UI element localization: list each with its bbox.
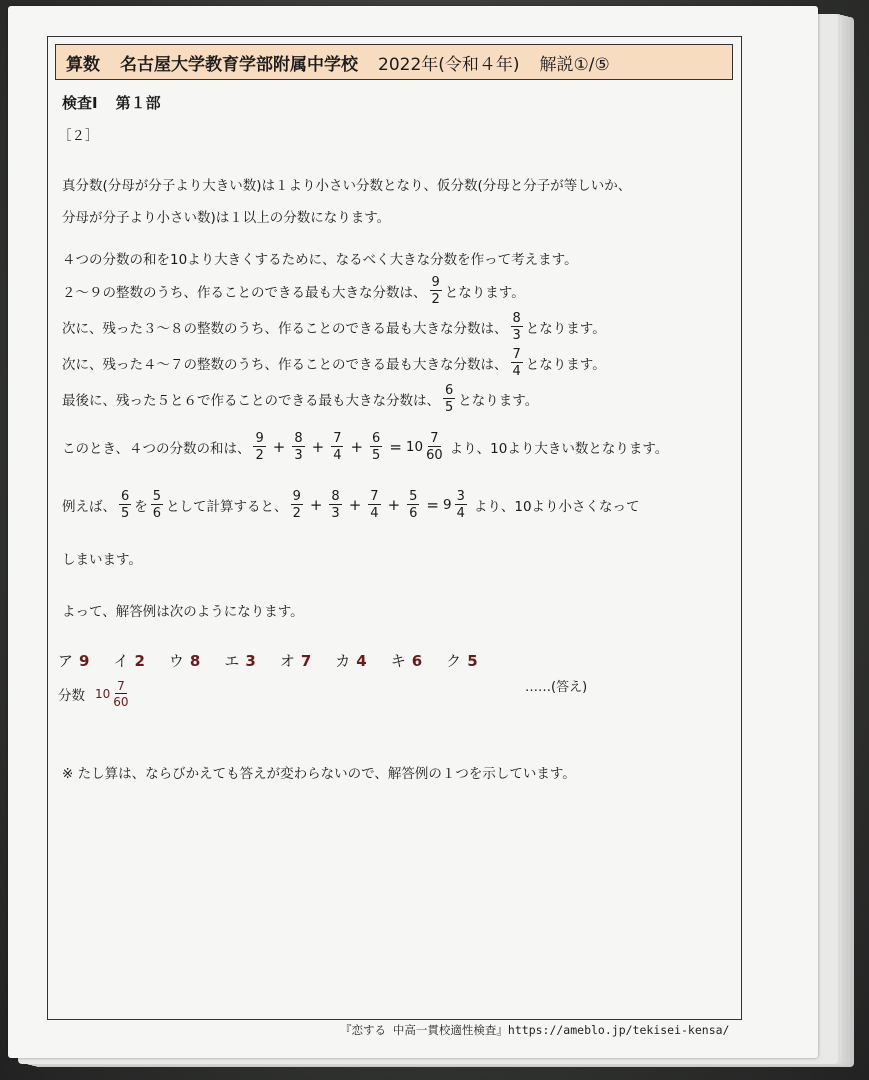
denominator: 60 [426, 448, 443, 463]
text: より、10より大きい数となります。 [449, 441, 669, 457]
text: 次に、残った３～８の整数のうち、作ることのできる最も大きな分数は、 [62, 321, 508, 337]
fraction [113, 680, 128, 708]
answer-value: 8 [189, 652, 201, 670]
answer-value: 2 [134, 652, 145, 670]
paragraph-7 [62, 432, 668, 462]
plus-sign: + [348, 496, 362, 514]
answer-value: 9 [79, 652, 90, 670]
question-number: ［２］ [58, 128, 99, 144]
exam-title: 検査Ⅰ [62, 94, 98, 112]
paragraph-9: しまいます。 [62, 552, 142, 568]
denominator: 2 [255, 448, 264, 463]
plus-sign: + [309, 496, 323, 514]
fraction [511, 348, 523, 378]
whole-number: 10 [95, 687, 111, 701]
whole-number: 9 [443, 497, 452, 513]
denominator: 60 [113, 695, 129, 709]
answer-item [113, 650, 144, 671]
equals-sign: = [389, 438, 402, 456]
denominator: 5 [445, 400, 454, 415]
denominator: 4 [370, 506, 379, 521]
numerator: 7 [117, 679, 125, 693]
numerator: 9 [292, 489, 301, 504]
paragraph-6 [62, 384, 538, 414]
text: として計算すると、 [166, 499, 288, 515]
answer-suffix: ……(答え) [525, 680, 588, 695]
fraction [430, 276, 442, 306]
numerator: 7 [430, 431, 439, 446]
denominator: 2 [431, 292, 440, 307]
answer-label: イ [113, 652, 129, 670]
numerator: 8 [512, 311, 521, 326]
fraction [407, 490, 419, 520]
exam-part: 第１部 [115, 94, 161, 112]
text: 例えば、 [62, 499, 116, 515]
answer-label: ク [446, 652, 462, 670]
answer-row [58, 650, 478, 671]
denominator: 4 [456, 506, 465, 521]
text: 次に、残った４～７の整数のうち、作ることのできる最も大きな分数は、 [62, 357, 508, 373]
denominator: 3 [294, 448, 303, 463]
text: となります。 [458, 393, 539, 409]
footer-credit: 『恋する 中高一貫校適性検査』https://ameblo.jp/tekisei-kensa/ [340, 1023, 730, 1037]
fraction [291, 490, 303, 520]
answer-item [335, 650, 366, 671]
answer-value: 5 [467, 652, 478, 670]
numerator: 7 [512, 347, 521, 362]
denominator: 4 [333, 448, 342, 463]
fraction [151, 490, 163, 520]
answer-value: 6 [411, 652, 423, 670]
fraction [455, 490, 467, 520]
plus-sign: + [350, 438, 364, 456]
header-subject: 算数 [66, 54, 100, 75]
answer-item [391, 650, 422, 671]
numerator: 6 [372, 431, 381, 446]
denominator: 4 [512, 364, 521, 379]
text: より、10より小さくなって [473, 499, 640, 515]
text: このとき、４つの分数の和は、 [62, 441, 251, 457]
fraction [331, 432, 343, 462]
paragraph-1-line-1: 真分数(分母が分子より大きい数)は１より小さい分数となり、仮分数(分母と分子が等しいか、 [62, 178, 632, 194]
fraction-answer-label: 分数 [58, 688, 85, 704]
answer-label: ア [58, 652, 74, 670]
answer-label: エ [224, 652, 240, 670]
answer-value: 3 [245, 652, 256, 670]
answer-label: カ [335, 652, 351, 670]
fraction [253, 432, 265, 462]
denominator: 3 [512, 328, 521, 343]
paragraph-1-line-2: 分母が分子より小さい数)は１以上の分数になります。 [62, 210, 391, 226]
plus-sign: + [311, 438, 325, 456]
answer-label: キ [390, 652, 406, 670]
numerator: 7 [333, 431, 342, 446]
text: 最後に、残った５と６で作ることのできる最も大きな分数は、 [62, 393, 440, 409]
fraction [292, 432, 304, 462]
denominator: 5 [121, 506, 130, 521]
numerator: 5 [152, 489, 162, 504]
answer-item [446, 650, 477, 671]
paragraph-3 [62, 276, 525, 306]
fraction [368, 490, 380, 520]
numerator: 6 [121, 489, 130, 504]
answer-item [224, 650, 255, 671]
fraction [119, 490, 131, 520]
fraction [443, 384, 455, 414]
plus-sign: + [272, 438, 286, 456]
fraction [426, 432, 443, 462]
answer-value: 7 [300, 652, 312, 670]
header-bar [55, 44, 733, 80]
note: ※ たし算は、ならびかえても答えが変わらないので、解答例の１つを示しています。 [62, 766, 576, 782]
numerator: 5 [409, 489, 418, 504]
denominator: 6 [409, 506, 418, 521]
numerator: 9 [431, 275, 440, 290]
header-year: 2022年(令和４年) [378, 54, 520, 75]
denominator: 2 [292, 506, 301, 521]
numerator: 8 [294, 431, 303, 446]
fraction [329, 490, 341, 520]
paragraph-4 [62, 312, 606, 342]
header-school: 名古屋大学教育学部附属中学校 [120, 54, 358, 75]
text: となります。 [525, 357, 606, 373]
whole-number: 10 [405, 439, 424, 455]
paragraph-8 [62, 490, 640, 520]
plus-sign: + [387, 496, 401, 514]
answer-item [58, 650, 89, 671]
numerator: 7 [370, 489, 379, 504]
fraction [370, 432, 382, 462]
fraction-answer [58, 680, 132, 708]
paragraph-2: ４つの分数の和を10より大きくするために、なるべく大きな分数を作って考えます。 [62, 252, 578, 268]
answer-value: 4 [356, 652, 367, 670]
denominator: 3 [331, 506, 340, 521]
text: を [134, 499, 148, 515]
fraction [511, 312, 523, 342]
paragraph-5 [62, 348, 606, 378]
section-title [62, 92, 161, 113]
numerator: 9 [255, 431, 264, 446]
answer-label: オ [279, 652, 295, 670]
denominator: 6 [152, 506, 162, 521]
numerator: 8 [331, 489, 340, 504]
answer-label: ウ [168, 652, 184, 670]
text: となります。 [444, 285, 525, 301]
answer-item [280, 650, 311, 671]
text: ２～９の整数のうち、作ることのできる最も大きな分数は、 [62, 285, 427, 301]
header-page: 解説①/⑤ [539, 54, 610, 75]
numerator: 3 [456, 489, 465, 504]
numerator: 6 [445, 383, 454, 398]
answer-item [169, 650, 200, 671]
paragraph-10: よって、解答例は次のようになります。 [62, 604, 304, 620]
denominator: 5 [372, 448, 381, 463]
text: となります。 [525, 321, 606, 337]
equals-sign: = [426, 496, 439, 514]
